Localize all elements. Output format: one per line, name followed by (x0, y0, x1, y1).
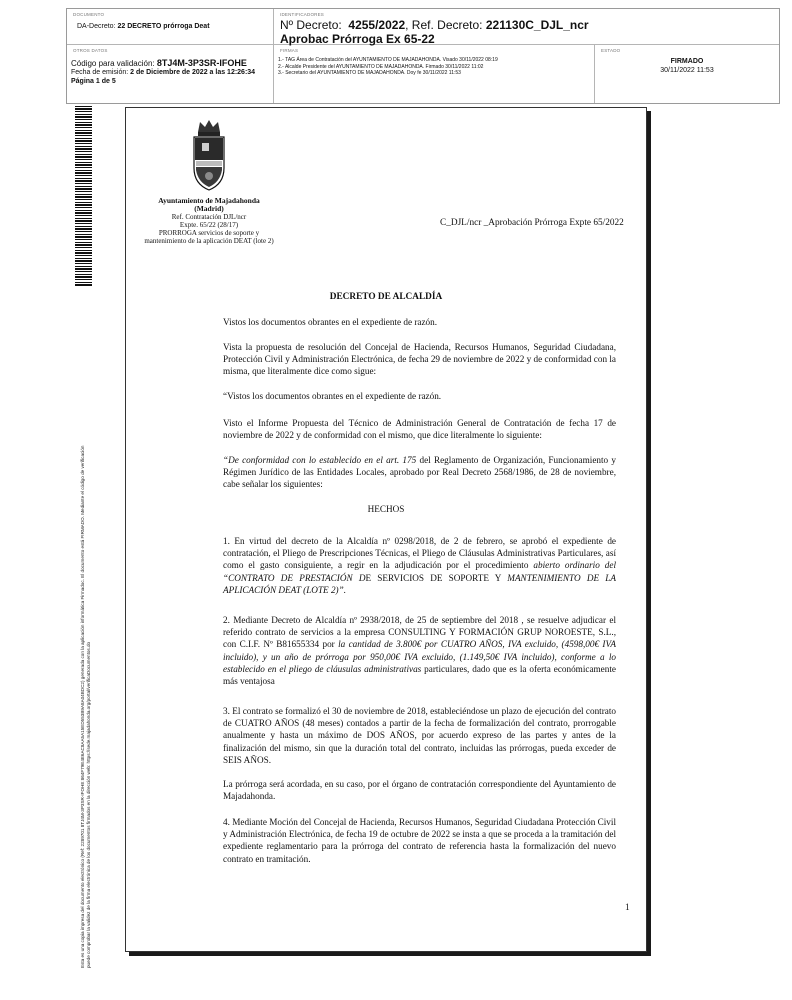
document-header (66, 8, 780, 104)
documento-cell (67, 9, 274, 45)
firmas-list (278, 57, 498, 77)
page-number: 1 (625, 903, 630, 913)
barcode-strip (75, 106, 92, 286)
estado-fecha: 30/11/2022 11:53 (660, 67, 714, 74)
paragraph-cita: “Vistos los documentos obrantes en el expediente de razón. (223, 391, 442, 401)
paragraph-conformidad: “De conformidad con lo establecido en el art. 175 del Reglamento de Organización, Funcionamiento y Régimen Jurídico de las Entidades Locales, aprobado por Real Decreto 2568/1986, de 28 de noviembre, cabe señalar los siguientes: (223, 455, 616, 490)
organization-block (126, 197, 292, 245)
org-expediente: Expte. 65/22 (28/17) (179, 221, 239, 229)
estado-cell (595, 45, 779, 103)
fecha-emision: Fecha de emisión: 2 de Diciembre de 2022 a las 12:26:34 (71, 69, 256, 76)
hecho-3-prorroga: La prórroga será acordada, en su caso, por el órgano de contratación correspondiente del Ayuntamiento de Majadahonda. (223, 779, 616, 802)
identificadores-cell (274, 9, 779, 45)
firma-item: 1.- TAG Área de Contratación del AYUNTAMIENTO DE MAJADAHONDA. Visado 30/11/2022 08:19 (278, 57, 498, 63)
paragraph-propuesta: Vista la propuesta de resolución del Concejal de Hacienda, Recursos Humanos, Seguridad Ciudadana, Protección Civil y Administración Electrónica, de fecha 29 de noviembre de 2022 y de conformidad con la misma, que literalmente dice como sigue: (223, 342, 616, 377)
org-region: (Madrid) (194, 204, 224, 213)
decreto-identifier: Nº Decreto: 4255/2022, Ref. Decreto: 221130C_DJL_ncr Aprobac Prórroga Ex 65-22 (280, 18, 589, 46)
otros-datos-cell (67, 45, 274, 103)
codigo-validacion: Código para validación: 8TJ4M-3P3SR-IFOHE (71, 58, 247, 68)
org-name: Ayuntamiento de Majadahonda (158, 196, 260, 205)
firmas-label: FIRMAS (280, 48, 299, 53)
paragraph-vistos: Vistos los documentos obrantes en el expediente de razón. (223, 317, 438, 327)
firmas-cell (274, 45, 595, 103)
hecho-3: 3. El contrato se formalizó el 30 de noviembre de 2018, estableciéndose un plazo de ejecución del contrato de CUATRO AÑOS (48 meses) contados a partir de la fecha de formalización del contrato, prorrogable anualmente y hasta un máximo de DOS AÑOS, por acuerdo expreso de las partes y antes de la finalización del mismo, sin que la duración total del contrato, incluidas las prórrogas, pueda exceder de SEIS AÑOS. (223, 706, 616, 765)
firma-item: 2.- Alcalde Presidente del AYUNTAMIENTO DE MAJADAHONDA. Firmado 30/11/2022 11:02 (278, 63, 484, 70)
paragraph-informe: Visto el Informe Propuesta del Técnico de Administración General de Contratación de fecha 17 de noviembre de 2022 y de conformidad con el mismo, que dice literalmente lo siguiente: (223, 418, 616, 441)
estado-value: FIRMADO (670, 58, 704, 65)
page-title: DECRETO DE ALCALDÍA (329, 292, 443, 302)
pagina-indicator: Página 1 de 5 (71, 78, 116, 85)
org-asunto: PRORROGA servicios de soporte y (158, 229, 260, 237)
firma-item: 3.- Secretario del AYUNTAMIENTO DE MAJADAHONDA. Doy fe 30/11/2022 11:53 (278, 70, 461, 76)
identificadores-label: IDENTIFICADORES (280, 12, 325, 17)
document-reference: C_DJL/ncr _Aprobación Prórroga Expte 65/2022 (440, 218, 624, 228)
coat-of-arms-icon (190, 118, 228, 192)
hecho-2: 2. Mediante Decreto de Alcaldía nº 2938/2018, de 25 de septiembre del 2018 , se resuelve adjudicar el referido contrato de servicios a la empresa CONSULTING Y FORMACIÓN GRUP NOROESTE, S.L., con C.I.F. Nº B81655334 por la cantidad de 3.800€ por CUATRO AÑOS, IVA excluido, (4598,00€ IVA incluido), y un año de prórroga por 950,00€ IVA excluido, (1.149,50€ IVA incluido), conforme a lo establecido en el pliego de cláusulas administrativas particulares, dado que es la oferta económicamente más ventajosa (223, 615, 617, 687)
document-page (125, 107, 647, 952)
documento-label: DOCUMENTO (73, 12, 105, 17)
estado-label: ESTADO (601, 48, 621, 53)
hecho-1: 1. En virtud del decreto de la Alcaldía nº 0298/2018, de 2 de febrero, se aprobó el expediente de contratación, el Pliego de Prescripciones Técnicas, el Pliego de Cláusulas Administrativas Particulares, así como el gasto consiguiente, a regir en la adjudicación por el procedimiento abierto ordinario del “CONTRATO DE PRESTACIÓN DE SERVICIOS DE SOPORTE Y MANTENIMIENTO DE LA APLICACIÓN DEAT (LOTE 2)”. (223, 536, 616, 595)
org-asunto-2: mantenimiento de la aplicación DEAT (lote 2) (144, 237, 274, 245)
documento-value: DA-Decreto: 22 DECRETO prórroga Deat (77, 23, 210, 30)
hecho-4: 4. Mediante Moción del Concejal de Hacienda, Recursos Humanos, Seguridad Ciudadana Protección Civil y Administración Electrónica, de fecha 19 de octubre de 2022 se insta a que se proceda a la tramitación del expediente reglamentario para la prórroga del contrato de referencia hasta la formalización del nuevo contrato en tramitación. (223, 817, 616, 864)
org-ref-contratacion: Ref. Contratación DJL/ncr (171, 213, 247, 221)
section-heading-hechos: HECHOS (367, 504, 405, 514)
verification-notice: Esta es una copia impresa del documento electrónico (Ref: 2289701 8TJ4M-3P3SR-IFOHE 864F79E4E6AC8AA5A15ED553B9A8A04BDC2) generada con la aplicación informática Firmadoc. El documento está FIRMADO. Mediante el código de verificación puede comprobar la validez de la firma electrónica de los documentos firmados en la dirección web: https://sede.majadahonda.org/portal/verificaDocumentos.do (80, 445, 91, 968)
otros-datos-label: OTROS DATOS (73, 48, 108, 53)
